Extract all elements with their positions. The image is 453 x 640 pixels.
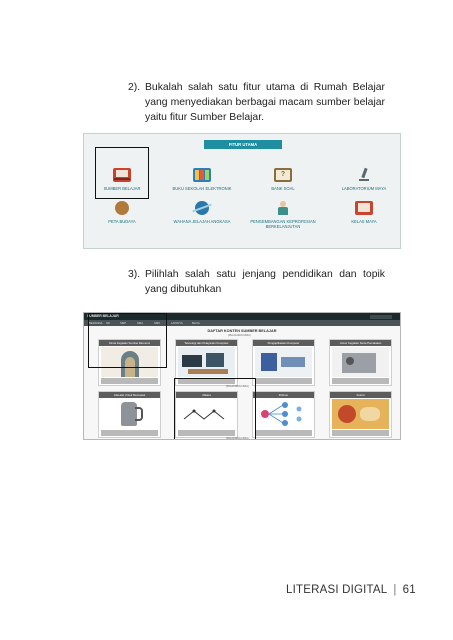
teacher-icon (274, 201, 292, 215)
card-image (332, 399, 389, 429)
selection-highlight (95, 147, 149, 199)
feature-bank-soal[interactable] (249, 168, 317, 191)
feature-peta-budaya[interactable] (88, 201, 156, 224)
card-title: Pengaplikasian Komputer (253, 340, 314, 346)
fitur-utama-screenshot (83, 133, 401, 249)
feature-laboratorium-maya[interactable] (330, 168, 398, 191)
card-title: Unsur Kegiatan Serta Pemakaian (330, 340, 391, 346)
page-number: 61 (402, 584, 416, 596)
feature-label: LABORATORIUM MAYA (341, 186, 387, 191)
nav-item[interactable]: SMP (120, 321, 127, 325)
selection-highlight (174, 378, 256, 440)
footer-label: LITERASI DIGITAL (286, 584, 388, 596)
feature-label: BANK SOAL (271, 186, 295, 191)
content-card[interactable] (329, 391, 392, 438)
search-input[interactable] (370, 315, 392, 319)
content-card[interactable] (98, 391, 161, 438)
feature-label: PETA BUDAYA (108, 219, 136, 224)
virtual-class-icon (355, 201, 373, 215)
daftar-konten-screenshot (83, 312, 401, 440)
feature-label: WAHANA JELAJAH ANGKASA (173, 219, 231, 224)
polymer-diagram-icon (255, 399, 312, 429)
content-list-title: DAFTAR KONTEN SUMBER BELAJAR (207, 329, 277, 333)
feature-label: SUMBER BELAJAR (103, 186, 141, 191)
instruction-3 (128, 267, 398, 299)
culture-figure-icon (115, 201, 129, 215)
card-title: Kimia Kegiatan Sumber Ekonomi (99, 340, 160, 346)
selection-highlight (88, 313, 167, 368)
card-image (255, 347, 312, 377)
page-footer (286, 584, 416, 596)
section-label: (PELAJARAN KIMIA) (226, 385, 249, 388)
nav-item[interactable]: SMK (154, 321, 161, 325)
card-title: Teknologi dan Pelayanan Komputer (176, 340, 237, 346)
feature-kelas-maya[interactable] (330, 201, 398, 224)
nav-item[interactable]: SD (106, 321, 110, 325)
nav-item[interactable]: LAINNYA (171, 321, 183, 325)
feature-label: KELAS MAYA (351, 219, 377, 224)
microscope-icon (355, 168, 373, 182)
card-title: Koloid (330, 392, 391, 398)
nav-item[interactable]: BERANDA (89, 321, 103, 325)
feature-buku-sekolah-elektronik[interactable] (168, 168, 236, 191)
section-label: (PELAJARAN KIMIA) (226, 437, 249, 440)
instruction-2 (128, 80, 398, 128)
footer-separator: | (393, 584, 397, 596)
instruction-text: Bukalah salah satu fitur utama di Rumah Belajar yang menyediakan berbagai macam sumber belajar yaitu fitur Sumber Belajar. (145, 82, 385, 123)
feature-wahana-jelajah-angkasa[interactable] (168, 201, 236, 224)
instruction-number: 3). (128, 269, 141, 280)
site-brand: SUMBER BELAJAR (87, 314, 119, 318)
content-subtitle: (PELAJARAN KIMIA) (228, 334, 251, 337)
nav-item[interactable]: BLOG (192, 321, 200, 325)
card-title: Alkana (176, 392, 237, 398)
card-title: Alat-alat Untuk Memasak (99, 392, 160, 398)
card-image (101, 399, 158, 429)
card-image (332, 347, 389, 377)
feature-label: BUKU SEKOLAH ELEKTRONIK (172, 186, 232, 191)
nav-item[interactable]: SMA (137, 321, 144, 325)
feature-label: PENGEMBANGAN KEPROFESIAN BERKELANJUTAN (250, 219, 316, 229)
feature-pengembangan-keprofesian[interactable] (249, 201, 317, 229)
question-board-icon: ? (274, 168, 292, 182)
books-icon (193, 168, 211, 182)
card-title: Polimer (253, 392, 314, 398)
card-image (178, 347, 235, 377)
instruction-number: 2). (128, 82, 141, 93)
content-card[interactable] (252, 339, 315, 386)
content-card[interactable] (329, 339, 392, 386)
instruction-text: Pilihlah salah satu jenjang pendidikan dan topik yang dibutuhkan (145, 269, 385, 295)
planet-icon (195, 201, 209, 215)
fitur-title: FITUR UTAMA (204, 140, 282, 149)
content-card[interactable] (252, 391, 315, 438)
card-image (255, 399, 312, 429)
